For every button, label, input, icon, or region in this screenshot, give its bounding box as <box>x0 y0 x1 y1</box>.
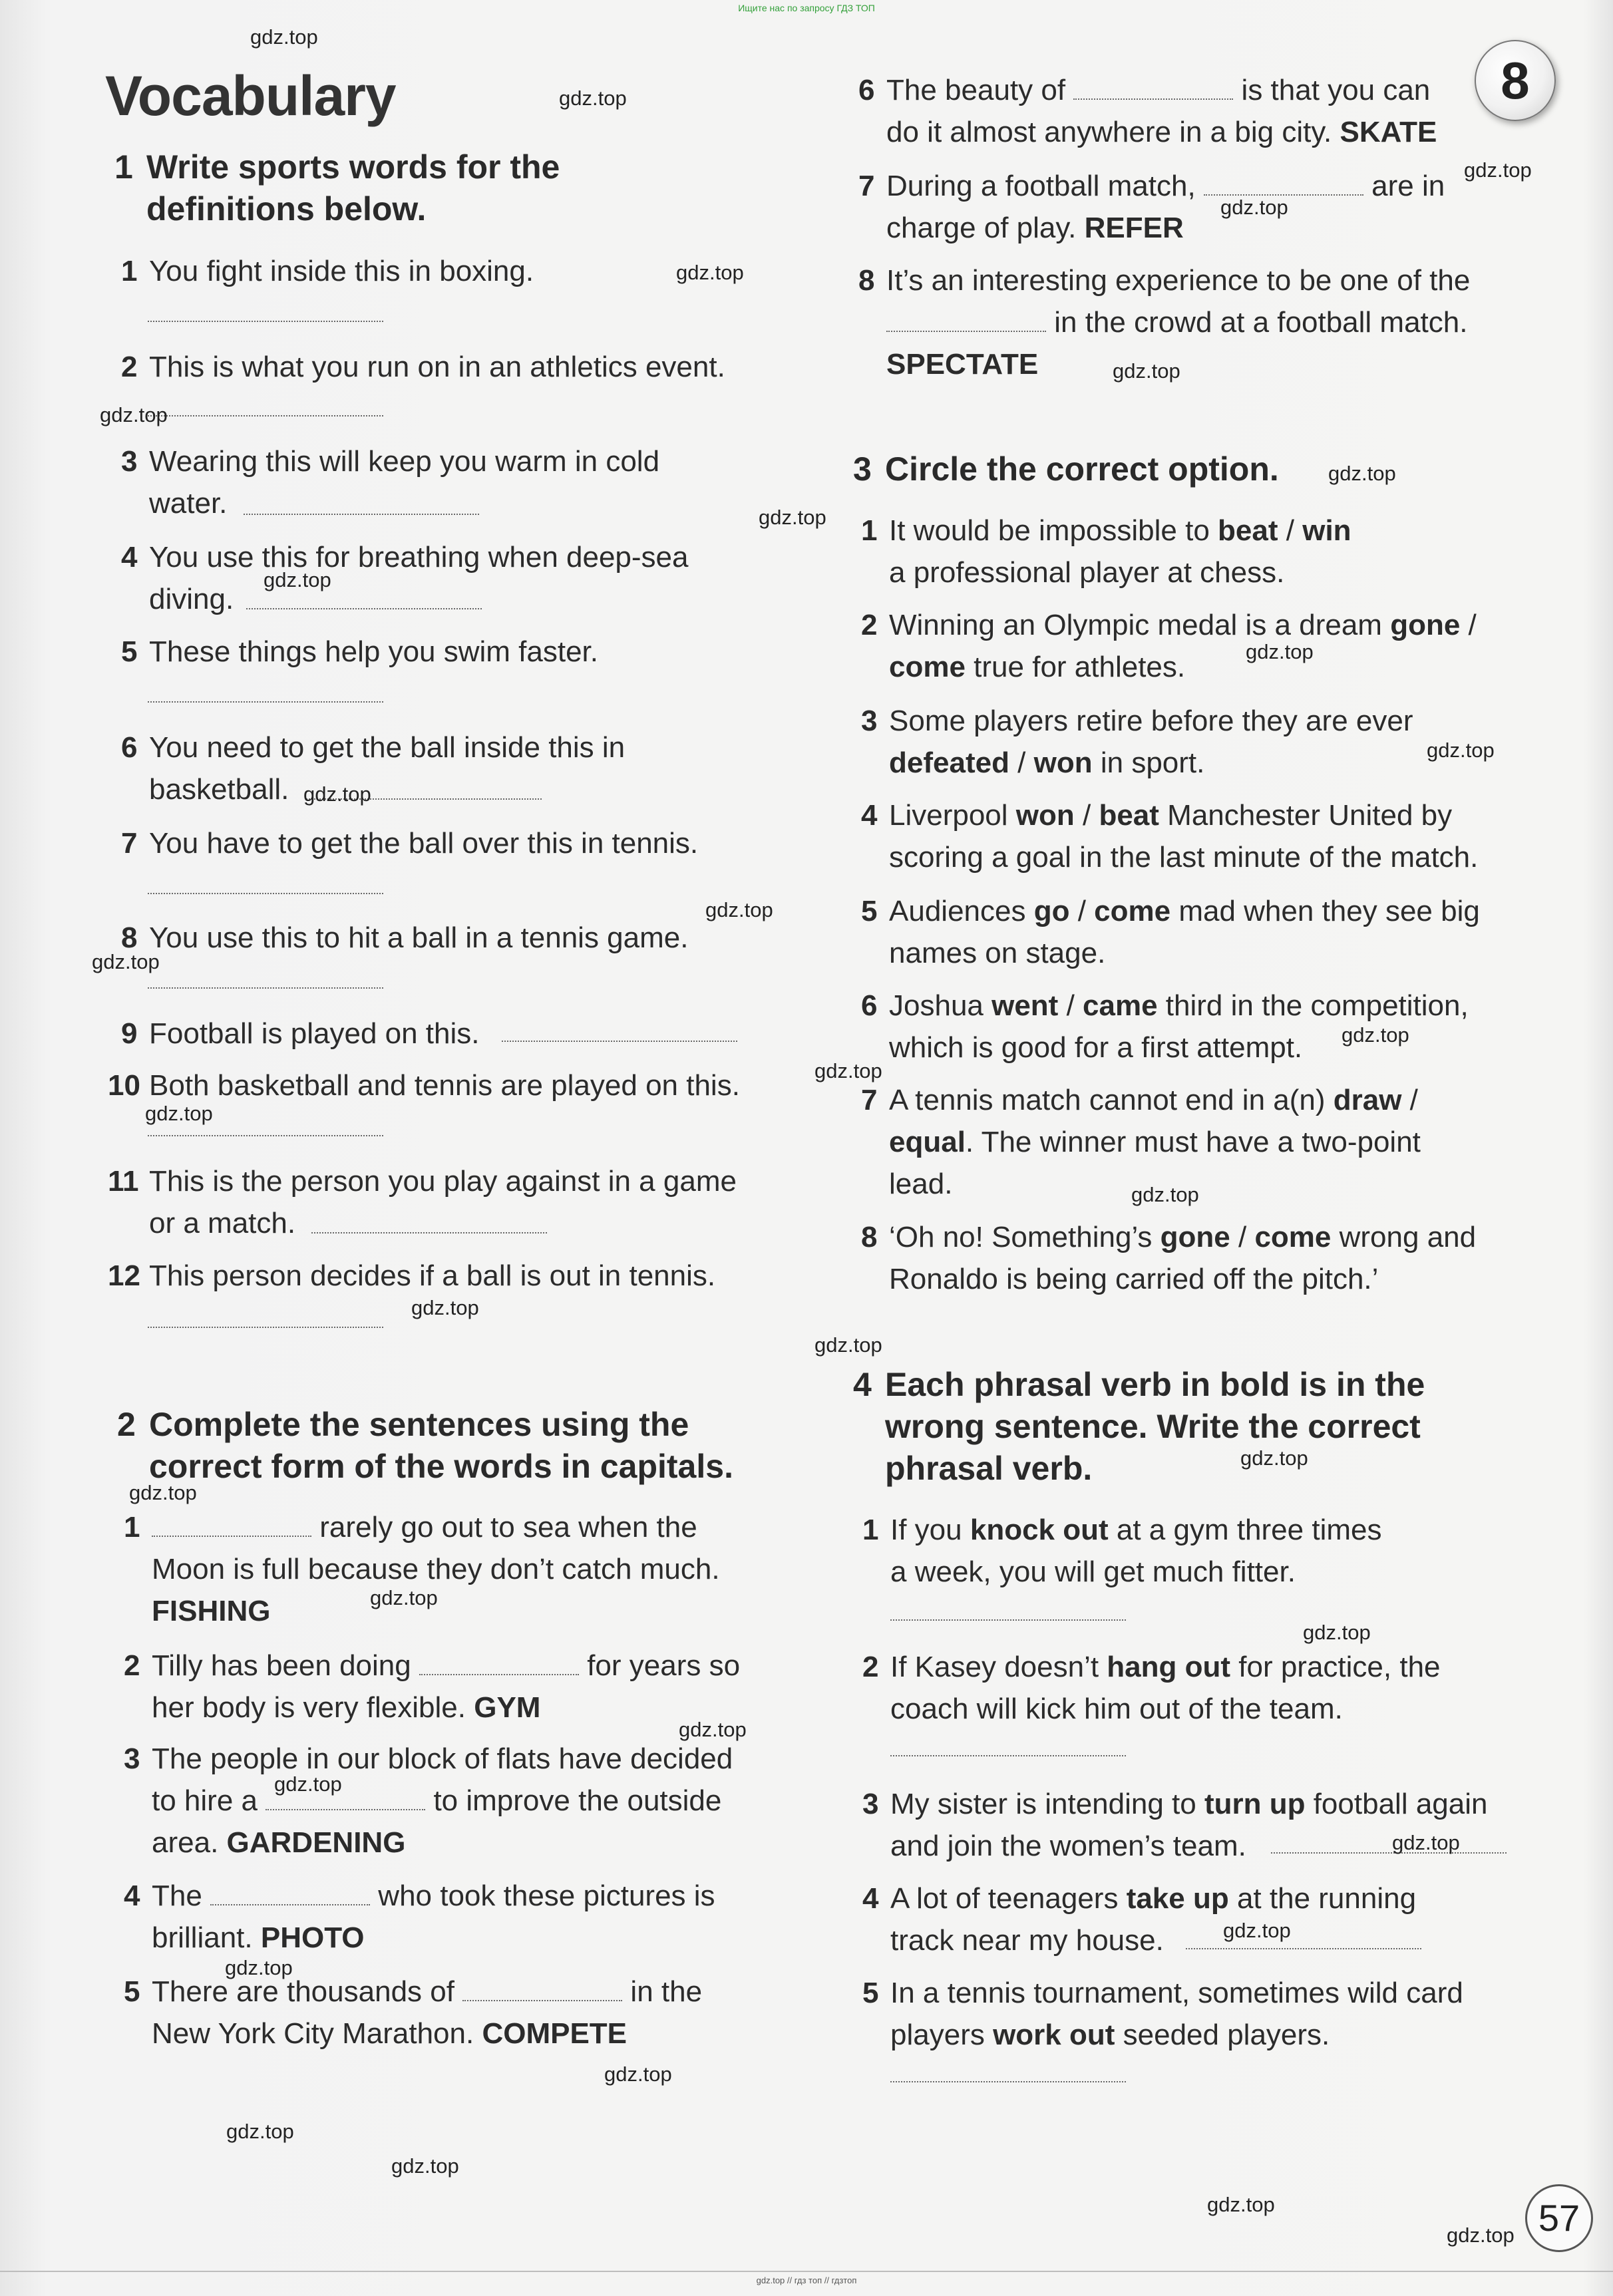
task4-heading-line2: wrong sentence. Write the correct <box>885 1408 1421 1445</box>
item-number: 5 <box>862 1977 879 2009</box>
item-number: 10 <box>108 1069 140 1102</box>
watermark: gdz.top <box>92 950 160 973</box>
item-text: You have to get the ball over this in tennis. <box>149 827 699 860</box>
item-text: My sister is intending to <box>890 1788 1204 1820</box>
phrasal-verb: take up <box>1126 1882 1229 1915</box>
item-text: You fight inside this in boxing. <box>149 255 534 287</box>
item-number: 8 <box>121 921 138 954</box>
item-number: 2 <box>121 351 138 383</box>
option-a[interactable]: won <box>1015 799 1075 832</box>
item-text: This person decides if a ball is out in tennis. <box>149 1259 716 1292</box>
page-number-circle <box>1525 2184 1593 2252</box>
item-number: 8 <box>858 264 875 297</box>
item-number: 3 <box>121 445 138 478</box>
item-text: or a match. <box>149 1207 296 1239</box>
item-text: You need to get the ball inside this in <box>149 731 626 764</box>
item-text: During a football match, <box>886 170 1196 202</box>
task3-number: 3 <box>853 450 872 488</box>
item-number: 1 <box>862 1514 879 1546</box>
item-number: 4 <box>861 799 878 832</box>
item-number: 7 <box>858 170 875 202</box>
item-number: 8 <box>861 1221 878 1253</box>
item-text: her body is very flexible. <box>152 1691 466 1724</box>
item-text: It’s an interesting experience to be one of the <box>886 264 1471 297</box>
answer-blank[interactable] <box>886 311 1046 332</box>
item-number: 3 <box>861 705 878 737</box>
option-a[interactable]: beat <box>1218 514 1278 547</box>
task2-heading-line2: correct form of the words in capitals. <box>149 1448 733 1485</box>
answer-blank[interactable] <box>152 1516 311 1537</box>
item-text: Liverpool <box>889 799 1016 832</box>
item-text: true for athletes. <box>965 651 1186 683</box>
watermark: gdz.top <box>559 86 627 110</box>
item-number: 2 <box>124 1649 140 1682</box>
item-number: 5 <box>121 635 138 668</box>
watermark: gdz.top <box>679 1718 747 1741</box>
item-text: Moon is full because they don’t catch much. <box>152 1553 720 1585</box>
item-text: These things help you swim faster. <box>149 635 598 668</box>
key-word: GYM <box>474 1691 541 1724</box>
item-text: The beauty of <box>886 74 1066 106</box>
item-text: Football is played on this. <box>149 1017 480 1050</box>
item-text: football again <box>1305 1788 1488 1820</box>
watermark: gdz.top <box>1246 640 1314 663</box>
watermark: gdz.top <box>814 1059 882 1082</box>
item-text: scoring a goal in the last minute of the match. <box>889 841 1479 874</box>
answer-blank[interactable] <box>148 892 383 894</box>
item-text: basketball. <box>149 773 289 806</box>
item-text: If Kasey doesn’t <box>890 1651 1107 1683</box>
item-text: a week, you will get much fitter. <box>890 1556 1296 1588</box>
answer-blank[interactable] <box>1186 1947 1421 1949</box>
item-number: 4 <box>121 541 138 574</box>
task2-number: 2 <box>117 1406 136 1443</box>
watermark: gdz.top <box>391 2154 459 2178</box>
item-number: 6 <box>121 731 138 764</box>
item-text: coach will kick him out of the team. <box>890 1693 1343 1725</box>
option-a[interactable]: defeated <box>889 746 1009 779</box>
item-text: This is the person you play against in a game <box>149 1165 737 1198</box>
watermark: gdz.top <box>1328 462 1396 485</box>
watermark: gdz.top <box>759 506 826 529</box>
option-b[interactable]: beat <box>1099 799 1159 832</box>
item-text: rarely go out to sea when the <box>319 1511 697 1544</box>
bottom-rule <box>0 2271 1613 2272</box>
answer-blank[interactable] <box>148 1325 383 1328</box>
bottom-note: gdz.top // гдз топ // гдзтоп <box>756 2275 857 2285</box>
item-number: 6 <box>858 74 875 106</box>
item-text: . The winner must have a two-point <box>965 1126 1421 1158</box>
key-word: FISHING <box>152 1595 271 1627</box>
item-text: Both basketball and tennis are played on this. <box>149 1069 740 1102</box>
option-b[interactable]: won <box>1033 746 1093 779</box>
item-text: Wearing this will keep you warm in cold <box>149 445 660 478</box>
task1-number: 1 <box>114 148 133 186</box>
item-text: for years so <box>587 1649 741 1682</box>
item-number: 1 <box>124 1511 140 1544</box>
key-word: GARDENING <box>226 1826 406 1859</box>
option-b[interactable]: come <box>1254 1221 1332 1253</box>
watermark: gdz.top <box>411 1296 479 1319</box>
item-text: at the running <box>1228 1882 1417 1915</box>
item-text: players <box>890 2019 993 2051</box>
watermark: gdz.top <box>1464 158 1532 182</box>
task4-heading-line1: Each phrasal verb in bold is in the <box>885 1366 1425 1403</box>
item-text: You use this for breathing when deep-sea <box>149 541 689 574</box>
answer-blank[interactable] <box>1204 174 1363 196</box>
watermark: gdz.top <box>604 2062 672 2086</box>
option-b[interactable]: win <box>1302 514 1351 547</box>
item-text: seeded players. <box>1115 2019 1330 2051</box>
item-number: 4 <box>124 1880 140 1912</box>
item-text: The people in our block of flats have decided <box>152 1742 733 1775</box>
task3-heading-text: Circle the correct option. <box>885 450 1279 488</box>
item-text: This is what you run on in an athletics event. <box>149 351 725 383</box>
option-a[interactable]: go <box>1033 895 1070 927</box>
item-text: third in the competition, <box>1157 989 1469 1022</box>
answer-blank[interactable] <box>244 512 479 515</box>
item-number: 9 <box>121 1017 138 1050</box>
item-number: 2 <box>862 1651 879 1683</box>
watermark: gdz.top <box>226 2120 294 2143</box>
item-text: ‘Oh no! Something’s <box>889 1221 1161 1253</box>
unit-number: 8 <box>1501 51 1530 110</box>
item-text: water. <box>149 487 228 520</box>
task4-heading-line3: phrasal verb. <box>885 1450 1093 1487</box>
watermark: gdz.top <box>1223 1919 1291 1942</box>
item-text: are in <box>1371 170 1445 202</box>
item-number: 2 <box>861 609 878 641</box>
item-text: Manchester United by <box>1159 799 1453 832</box>
item-number: 4 <box>862 1882 879 1915</box>
item-number: 12 <box>108 1259 140 1292</box>
answer-blank[interactable] <box>148 1134 383 1136</box>
answer-blank[interactable] <box>462 1980 622 2001</box>
option-a[interactable]: gone <box>1160 1221 1230 1253</box>
watermark: gdz.top <box>1131 1183 1199 1206</box>
answer-blank[interactable] <box>502 1039 737 1042</box>
answer-blank[interactable] <box>148 319 383 322</box>
answer-blank[interactable] <box>311 1231 547 1233</box>
key-word: PHOTO <box>260 1921 365 1954</box>
task1-heading-line1: Write sports words for the <box>146 148 560 186</box>
watermark: gdz.top <box>274 1772 342 1796</box>
answer-blank[interactable] <box>148 414 383 416</box>
phrasal-verb: work out <box>993 2019 1115 2051</box>
item-text: Tilly has been doing <box>152 1649 411 1682</box>
answer-blank[interactable] <box>419 1654 579 1675</box>
item-text: brilliant. <box>152 1921 253 1954</box>
unit-badge <box>1475 40 1556 121</box>
option-a[interactable]: gone <box>1390 609 1461 641</box>
watermark: gdz.top <box>1220 196 1288 219</box>
item-text: is that you can <box>1241 74 1431 106</box>
item-text: It would be impossible to <box>889 514 1218 547</box>
answer-blank[interactable] <box>148 986 383 989</box>
item-text: You use this to hit a ball in a tennis game. <box>149 921 689 954</box>
item-text: In a tennis tournament, sometimes wild card <box>890 1977 1463 2009</box>
watermark: gdz.top <box>129 1481 197 1504</box>
item-number: 11 <box>108 1165 139 1198</box>
watermark: gdz.top <box>1447 2223 1515 2247</box>
watermark: gdz.top <box>1342 1023 1409 1047</box>
watermark: gdz.top <box>814 1333 882 1357</box>
item-text: The <box>152 1880 202 1912</box>
item-number: 1 <box>861 514 878 547</box>
item-text: in the <box>630 1975 703 2008</box>
item-number: 3 <box>862 1788 879 1820</box>
item-text: and join the women’s team. <box>890 1830 1246 1862</box>
phrasal-verb: turn up <box>1204 1788 1306 1820</box>
item-text: charge of play. <box>886 212 1077 244</box>
item-text: a professional player at chess. <box>889 556 1285 589</box>
watermark: gdz.top <box>264 568 331 591</box>
task4-number: 4 <box>853 1366 872 1403</box>
answer-blank[interactable] <box>890 1754 1126 1756</box>
task2-heading-line1: Complete the sentences using the <box>149 1406 689 1443</box>
item-text: A tennis match cannot end in a(n) <box>889 1084 1334 1116</box>
item-text: Audiences <box>889 895 1034 927</box>
answer-blank[interactable] <box>1271 1851 1507 1854</box>
option-b[interactable]: come <box>889 651 966 683</box>
watermark: gdz.top <box>1240 1446 1308 1470</box>
item-text: to improve the outside <box>433 1784 722 1817</box>
item-number: 3 <box>124 1742 140 1775</box>
item-text: mad when they see big <box>1170 895 1480 927</box>
key-word: SKATE <box>1340 116 1437 148</box>
item-text: diving. <box>149 583 234 615</box>
item-text: Joshua <box>889 989 992 1022</box>
item-number: 5 <box>861 895 878 927</box>
item-text: at a gym three times <box>1108 1514 1382 1546</box>
watermark: gdz.top <box>100 403 168 426</box>
item-text: to hire a <box>152 1784 258 1817</box>
option-b[interactable]: come <box>1094 895 1171 927</box>
item-text: for practice, the <box>1230 1651 1441 1683</box>
item-text: Some players retire before they are ever <box>889 705 1413 737</box>
option-a[interactable]: draw <box>1333 1084 1402 1116</box>
option-a[interactable]: went <box>991 989 1059 1022</box>
page-title: Vocabulary <box>105 65 396 127</box>
page-number: 57 <box>1538 2197 1580 2239</box>
workbook-page: Ищите нас по запросу ГДЗ ТОП Vocabulary 8 1 Write sports words for the definitions below. 1 You fight inside this in boxing. 2 This is what you run on in an athletics event. 3 Wearing this will keep you warm in cold water. 4 You use this for breathing when deep-sea diving. 5 These things help you swim faster. 6 You need to get the ball inside this in basketball. 7 You have to get the ball over this in tennis. 8 You use this to hit a ball in a tennis game. 9 Football is played on this. 10 Both basketball and tennis are played on this. 11 This is the person you play against in a game or a match. 12 This person decides if a ball is out in tennis. 2 Complete the sentences using the correct form of the words in capitals. 1 rarely go out to sea when the Moon is full because they don’t catch much. FISHING 2 Tilly has been doing for years so her body is very flexible. GYM 3 The people in our block of flats have decided to hire a to improve the outside area. GARDENING 4 The who took these pictures is brilliant. PHOTO 5 There are thousands of in the New York City Marathon. COMPETE 6 The beauty of is that you can do it almost anywhere in a big city. SKATE 7 During a football match, are in charge of play. REFER 8 It’s an interesting experience to be one of the in the crowd at a football match. SPECTATE 3 Circle the correct option. 1 It would be impossible to beat / win a professional player at chess. 2 Winning an Olympic medal is a dream gone / come true for athletes. 3 Some players retire before they are ever defeated / won in sport. 4 Liverpool won / beat Manchester United by scoring a goal in the last minute of the match. 5 Audiences go / come mad when they see big names on stage. 6 Joshua went / came third in the competition, which is good for a first attempt. 7 A tennis match cannot end in a(n) draw / equal. The winner must have a two-point lead. 8 ‘Oh no! Something’s gone / come wrong and Ronaldo is being carried off the pitch.’ 4 Each phrasal verb in bold is in the wrong sentence. Write the correct phrasal verb. 1 If you knock out at a gym three times a week, you will get much fitter. 2 If Kasey doesn’t hang out for practice, the coach will kick him out of the team. 3 My sister is intending to turn up football again and join the women’s team. 4 A lot of teenagers take up at the running track near my house. 5 In a tennis tournament, sometimes wild card players work out seeded players. 57 gdz.top gdz.top gdz.top gdz.top gdz.top gdz.top gdz.top gdz.top gdz.top gdz.top gdz.top gdz.top gdz.top gdz.top gdz.top gdz.top gdz.top gdz.top gdz.top gdz.top gdz.top gdz.top gdz.top gdz.top gdz.top gdz.top gdz.top gdz.top gdz.top gdz.top gdz.top gdz.top gdz.top gdz.top gdz.top gdz.top // гдз топ // гдзтоп <box>0 0 1613 2296</box>
item-number: 1 <box>121 255 138 287</box>
answer-blank[interactable] <box>890 2080 1126 2082</box>
item-text: area. <box>152 1826 219 1859</box>
item-text: Ronaldo is being carried off the pitch.’ <box>889 1263 1379 1295</box>
watermark: gdz.top <box>1113 359 1180 383</box>
item-text: lead. <box>889 1168 953 1200</box>
item-text: do it almost anywhere in a big city. <box>886 116 1332 148</box>
item-text: There are thousands of <box>152 1975 454 2008</box>
item-text: track near my house. <box>890 1924 1164 1957</box>
watermark: gdz.top <box>145 1102 213 1125</box>
item-text: in the crowd at a football match. <box>1054 306 1468 339</box>
item-text: Winning an Olympic medal is a dream <box>889 609 1391 641</box>
item-number: 7 <box>121 827 138 860</box>
watermark: gdz.top <box>1392 1831 1460 1854</box>
watermark: gdz.top <box>1207 2193 1275 2216</box>
watermark: gdz.top <box>225 1956 293 1979</box>
task1-heading-line2: definitions below. <box>146 190 427 228</box>
watermark: gdz.top <box>676 261 744 284</box>
item-text: who took these pictures is <box>378 1880 715 1912</box>
item-text: which is good for a first attempt. <box>889 1031 1303 1064</box>
watermark: gdz.top <box>303 782 371 806</box>
key-word: REFER <box>1084 212 1184 244</box>
item-text: names on stage. <box>889 937 1106 969</box>
item-text: If you <box>890 1514 970 1546</box>
watermark: gdz.top <box>250 25 318 49</box>
item-text: wrong and <box>1331 1221 1477 1253</box>
answer-blank[interactable] <box>1073 79 1233 100</box>
phrasal-verb: hang out <box>1107 1651 1231 1683</box>
top-note: Ищите нас по запросу ГДЗ ТОП <box>738 3 875 13</box>
answer-blank[interactable] <box>246 607 482 609</box>
item-text: New York City Marathon. <box>152 2017 474 2050</box>
item-text: in sport. <box>1092 746 1205 779</box>
answer-blank[interactable] <box>890 1618 1126 1621</box>
option-b[interactable]: came <box>1083 989 1158 1022</box>
item-number: 6 <box>861 989 878 1022</box>
key-word: COMPETE <box>482 2017 627 2050</box>
item-number: 5 <box>124 1975 140 2008</box>
key-word: SPECTATE <box>886 348 1039 381</box>
watermark: gdz.top <box>1427 738 1495 762</box>
option-b[interactable]: equal <box>889 1126 966 1158</box>
item-number: 7 <box>861 1084 878 1116</box>
answer-blank[interactable] <box>148 700 383 703</box>
watermark: gdz.top <box>1303 1621 1371 1644</box>
item-text: A lot of teenagers <box>890 1882 1127 1915</box>
phrasal-verb: knock out <box>970 1514 1109 1546</box>
watermark: gdz.top <box>370 1586 438 1609</box>
answer-blank[interactable] <box>210 1884 370 1905</box>
watermark: gdz.top <box>705 898 773 921</box>
